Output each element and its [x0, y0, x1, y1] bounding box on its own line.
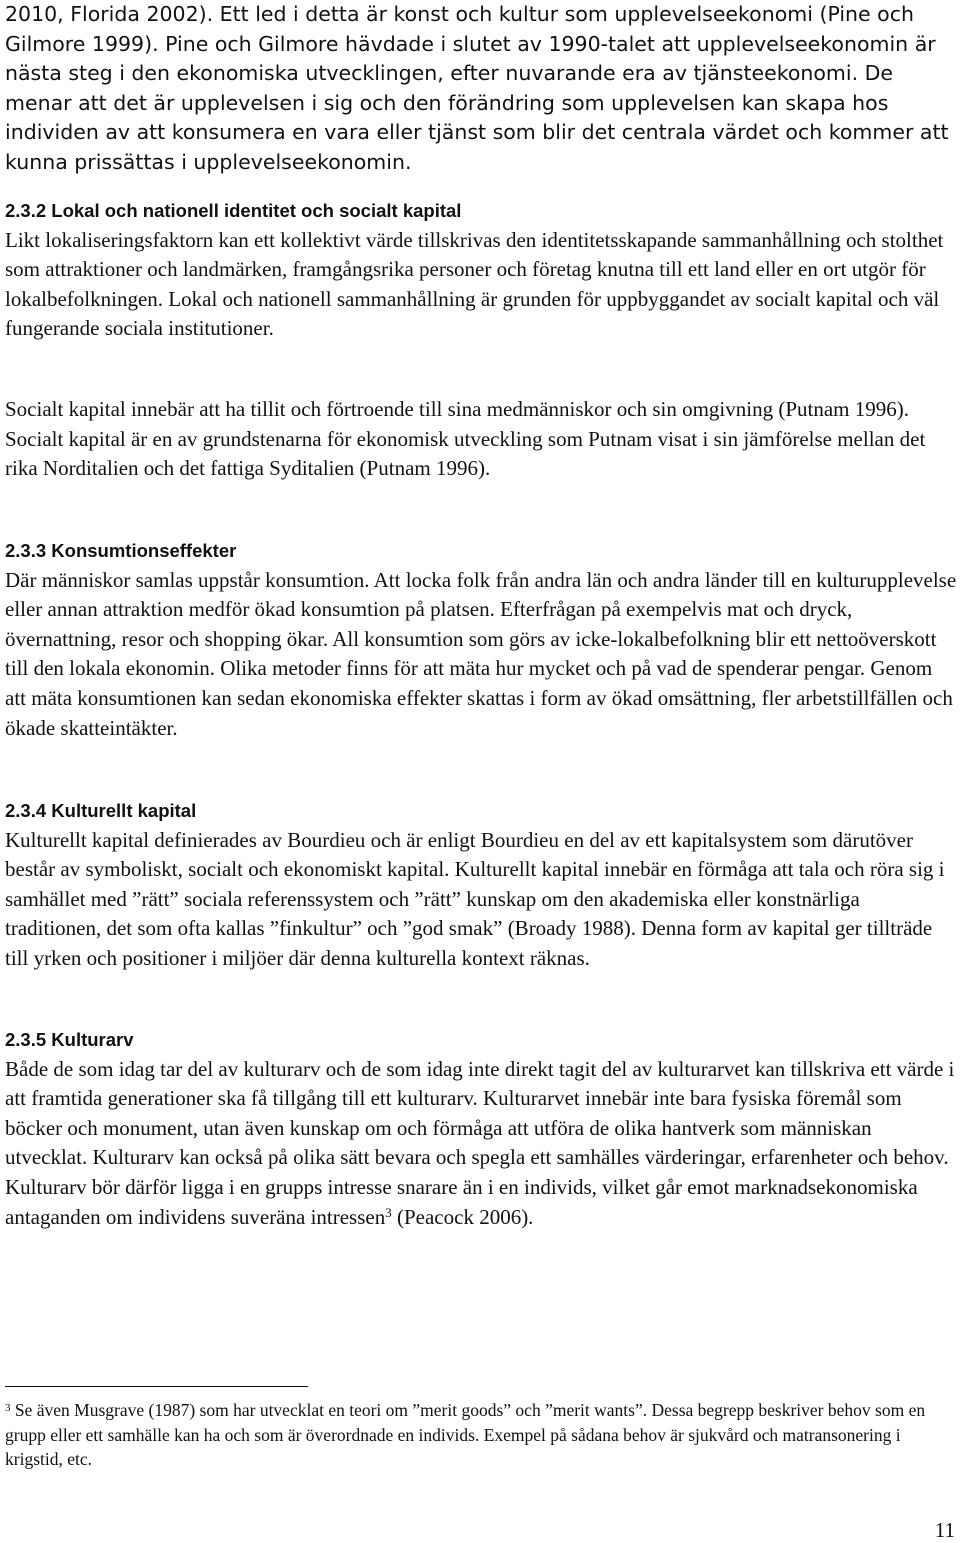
section-heading: 2.3.2 Lokal och nationell identitet och socialt kapital [5, 200, 462, 221]
body-paragraph [5, 1055, 957, 1233]
page-number: 11 [934, 1518, 955, 1542]
footnote-separator [5, 1386, 308, 1387]
section-heading: 2.3.5 Kulturarv [5, 1029, 134, 1050]
section-heading: 2.3.4 Kulturellt kapital [5, 800, 197, 821]
section-2-3-5 [5, 1025, 957, 1232]
paragraph-text-tail: (Peacock 2006). [391, 1204, 534, 1229]
body-paragraph: Kulturellt kapital definierades av Bourdieu och är enligt Bourdieu en del av ett kapitalsystem som därutöver består av symboliskt, socialt och ekonomiskt kapital. Kulturellt kapital innebär en förmåga att tala och röra sig i samhället med ”rätt” sociala referenssystem och ”rätt” kunskap om den akademiska eller konstnärliga traditionen, det som ofta kallas ”finkultur” och ”god smak” (Broady 1988). Denna form av kapital ger tillträde till yrken och positioner i miljöer där denna kulturella kontext räknas. [5, 827, 945, 970]
section-2-3-4 [5, 796, 957, 974]
body-paragraph: Där människor samlas uppstår konsumtion. Att locka folk från andra län och andra länder till en kulturupplevelse eller annan attraktion medför ökad konsumtion på platsen. Efterfrågan på exempelvis mat och dryck, övernattning, resor och shopping ökar. All konsumtion som görs av icke-lokalbefolkning blir ett nettoöverskott till den lokala ekonomin. Olika metoder finns för att mäta hur mycket och på vad de spenderar pengar. Genom att mäta konsumtionen kan sedan ekonomiska effekter skattas i form av ökad omsättning, fler arbetstillfällen och ökade skatteintäkter. [5, 567, 957, 740]
footnote-number: 3 [5, 1402, 11, 1414]
paragraph-text: Både de som idag tar del av kulturarv och de som idag inte direkt tagit del av kulturarvet kan tillskriva ett värde i att framtida generationer ska få tillgång till ett kulturarv. Kulturarvet innebär inte bara fysiska föremål som böcker och monument, utan även kunskap om och förmåga att utföra de olika hantverk som människan utvecklat. Kulturarv kan också på olika sätt bevara och spegla ett samhälles värderingar, erfarenheter och behov. Kulturarv bör därför ligga i en grupps intresse snarare än i en individs, vilket går emot marknadsekonomiska antaganden om individens suveräna intressen [5, 1056, 955, 1229]
section-2-3-2-continued [5, 395, 957, 484]
section-2-3-2 [5, 196, 957, 344]
footnote-reference[interactable]: 3 [385, 1204, 392, 1220]
footnote [5, 1398, 955, 1472]
body-paragraph: Socialt kapital innebär att ha tillit och förtroende till sina medmänniskor och sin omgivning (Putnam 1996). Socialt kapital är en av grundstenarna för ekonomisk utveckling som Putnam visat i sin jämförelse mellan det rika Norditalien och det fattiga Syditalien (Putnam 1996). [5, 397, 926, 481]
section-heading: 2.3.3 Konsumtionseffekter [5, 540, 237, 561]
intro-paragraph: 2010, Florida 2002). Ett led i detta är konst och kultur som upplevelseekonomi (Pine och Gilmore 1999). Pine och Gilmore hävdade i slutet av 1990-talet att upplevelseekonomin är nästa steg i den ekonomiska utvecklingen, efter nuvarande era av tjänsteekonomi. De menar att det är upplevelsen i sig och den förändring som upplevelsen kan skapa hos individen av att konsumera en vara eller tjänst som blir det centrala värdet och kommer att kunna prissättas i upplevelseekonomin. [5, 2, 949, 174]
body-paragraph: Likt lokaliseringsfaktorn kan ett kollektivt värde tillskrivas den identitetsskapande sammanhållning och stolthet som attraktioner och landmärken, framgångsrika personer och företag knutna till ett land eller en ort utgör för lokalbefolkningen. Lokal och nationell sammanhållning är grunden för uppbyggandet av socialt kapital och väl fungerande sociala institutioner. [5, 227, 944, 341]
footnote-text: Se även Musgrave (1987) som har utvecklat en teori om ”merit goods” och ”merit wants”. Dessa begrepp beskriver behov som en grupp eller ett samhälle kan ha och som är överordnade en individs. Exempel på sådana behov är sjukvård och matransonering i krigstid, etc. [5, 1400, 926, 1469]
section-2-3-3 [5, 536, 957, 743]
